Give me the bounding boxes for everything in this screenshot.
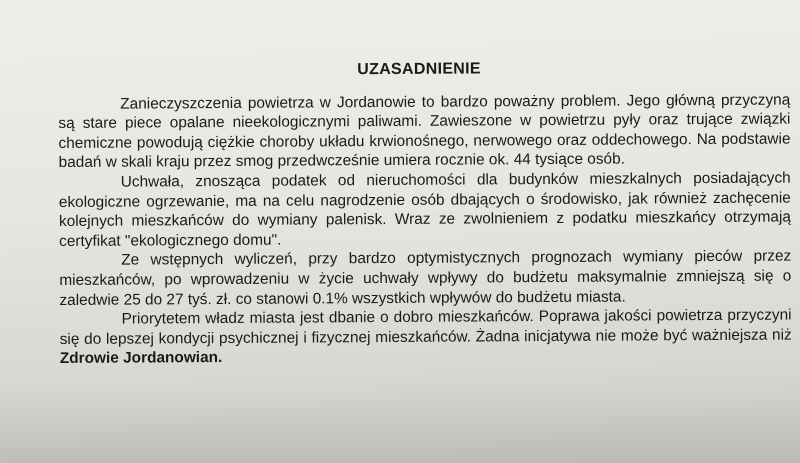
paragraph-tax-exemption: Uchwała, znosząca podatek od nieruchomości dla budynków mieszkalnych posiadających ekologiczne ogrzewanie, ma na celu nagrodzenie osób dbających o środowisko, jak również zachęcenie kolejnych mieszkańców do wymiany palenisk. Wraz ze zwolnieniem z podatku mieszkańcy otrzymają certyfikat "ekologicznego domu". xyxy=(58,169,792,250)
paragraph-priority-text: Priorytetem władz miasta jest dbanie o dobro mieszkańców. Poprawa jakości powietrza przyczyni się do lepszej kondycji psychicznej i fizycznej mieszkańców. Żadna inicjatywa nie może być ważniejsza niż xyxy=(59,306,792,348)
document-body xyxy=(58,58,792,369)
document-title: UZASADNIENIE xyxy=(357,60,481,79)
closing-emphasis: Zdrowie Jordanowian. xyxy=(59,349,223,368)
page-shadow xyxy=(0,390,800,463)
paragraph-air-pollution: Zanieczyszczenia powietrza w Jordanowie to bardzo poważny problem. Jego główną przyczyną są stare piece opalane nieekologicznymi paliwami. Zawieszone w powietrzu pyły oraz trujące związki chemiczne powodują ciężkie choroby układu krwionośnego, nerwowego oraz oddechowego. Na podstawie badań w skali kraju przez smog przedwcześnie umiera rocznie ok. 44 tysiące osób. xyxy=(58,91,791,172)
paragraph-budget-impact: Ze wstępnych wyliczeń, przy bardzo optymistycznych prognozach wymiany pieców przez mieszkańców, po wprowadzeniu w życie uchwały wpływy do budżetu maksymalnie zmniejszą się o zaledwie 25 do 27 tyś. zł. co stanowi 0.1% wszystkich wpływów do budżetu miasta. xyxy=(59,247,792,309)
paragraph-priority xyxy=(60,306,792,369)
